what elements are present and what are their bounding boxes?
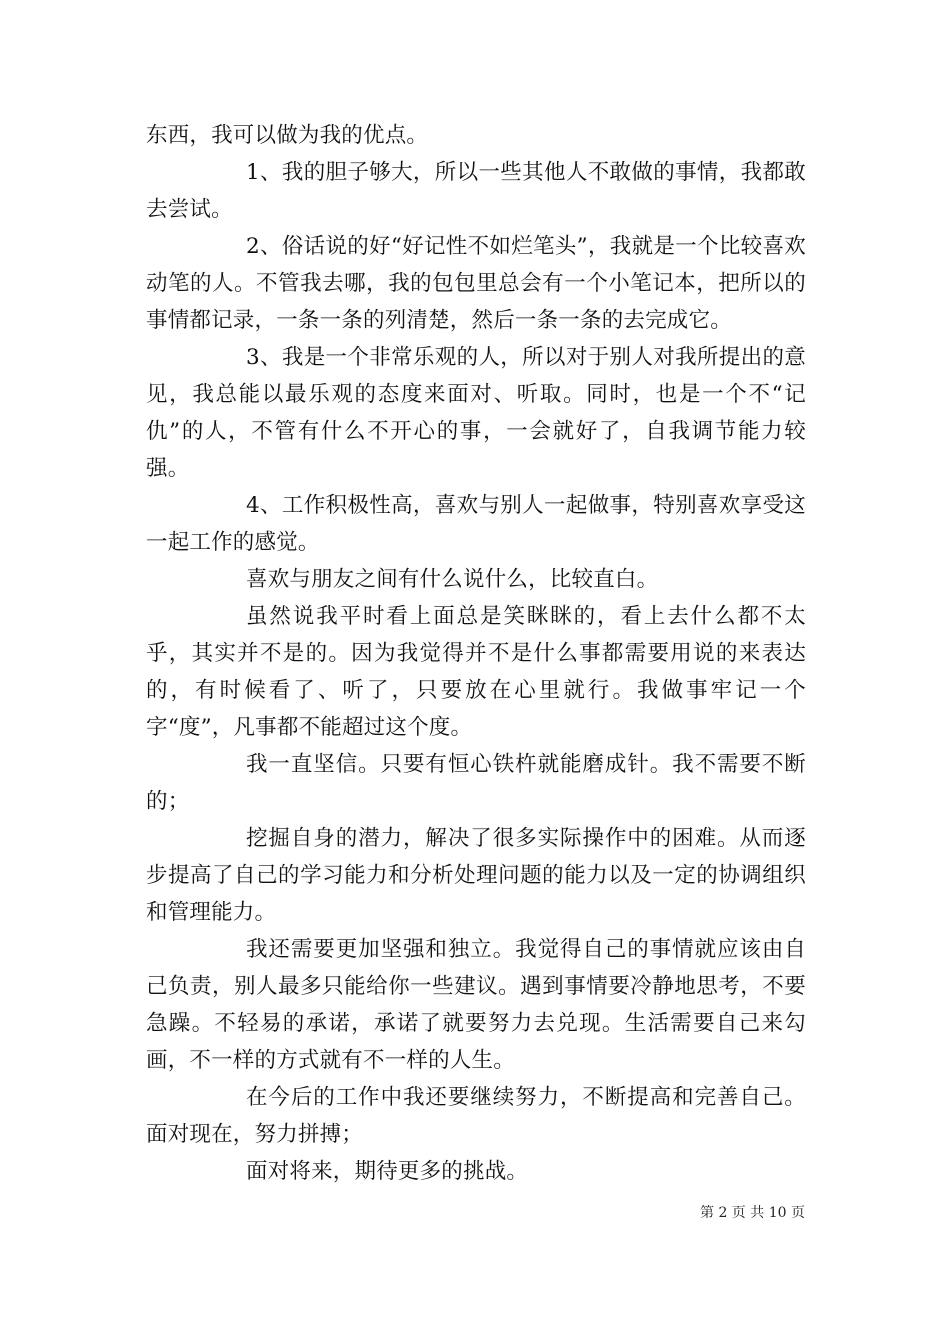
paragraph: 4、工作积极性高，喜欢与别人一起做事，特别喜欢享受这一起工作的感觉。 [146,493,806,555]
paragraph: 挖掘自身的潜力，解决了很多实际操作中的困难。从而逐步提高了自己的学习能力和分析处理问题的能力以及一定的协调组织和管理能力。 [146,826,806,925]
paragraph: 在今后的工作中我还要继续努力，不断提高和完善自己。面对现在，努力拼搏； [146,1085,806,1147]
paragraph: 我还需要更加坚强和独立。我觉得自己的事情就应该由自己负责，别人最多只能给你一些建议。遇到事情要冷静地思考，不要急躁。不轻易的承诺，承诺了就要努力去兑现。生活需要自己来勾画，不一样的方式就有不一样的人生。 [146,937,806,1073]
paragraph: 我一直坚信。只要有恒心铁杵就能磨成针。我不需要不断的； [146,752,806,814]
paragraph: 3、我是一个非常乐观的人，所以对于别人对我所提出的意见，我总能以最乐观的态度来面对、听取。同时，也是一个不“记仇”的人，不管有什么不开心的事，一会就好了，自我调节能力较强。 [146,345,806,481]
document-body [146,117,806,1190]
page-number-footer: 第 2 页 共 10 页 [700,1205,805,1221]
paragraph: 2、俗话说的好“好记性不如烂笔头”，我就是一个比较喜欢动笔的人。不管我去哪，我的包包里总会有一个小笔记本，把所以的事情都记录，一条一条的列清楚，然后一条一条的去完成它。 [146,234,806,333]
paragraph: 面对将来，期待更多的挑战。 [246,1159,529,1184]
paragraph: 东西，我可以做为我的优点。 [146,123,429,148]
paragraph: 喜欢与朋友之间有什么说什么，比较直白。 [246,567,659,592]
paragraph: 虽然说我平时看上面总是笑眯眯的，看上去什么都不太乎，其实并不是的。因为我觉得并不是什么事都需要用说的来表达的，有时候看了、听了，只要放在心里就行。我做事牢记一个字“度”，凡事都不能超过这个度。 [146,604,806,740]
paragraph: 1、我的胆子够大，所以一些其他人不敢做的事情，我都敢去尝试。 [146,160,806,222]
